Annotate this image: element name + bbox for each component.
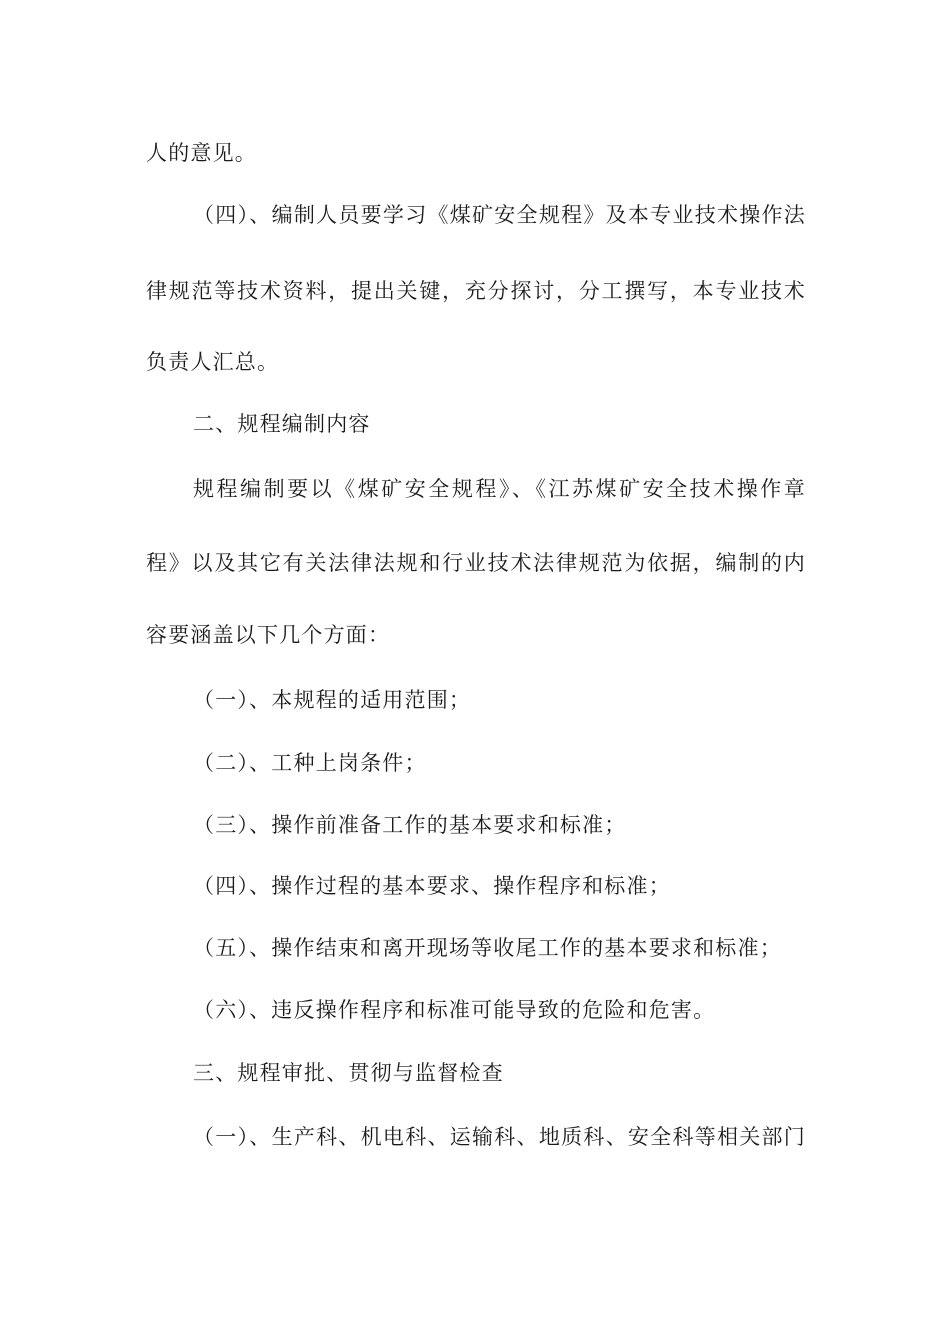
- list-item: （一）、生产科、机电科、运输科、地质科、安全科等相关部门: [193, 1125, 806, 1149]
- list-item: （五）、操作结束和离开现场等收尾工作的基本要求和标准；: [193, 936, 782, 960]
- list-item: （四）、操作过程的基本要求、操作程序和标准；: [193, 874, 671, 898]
- paragraph-line: 容要涵盖以下几个方面：: [146, 623, 391, 647]
- paragraph-line: 人的意见。: [146, 141, 257, 165]
- list-item: （三）、操作前准备工作的基本要求和标准；: [193, 813, 627, 837]
- list-item: （六）、违反操作程序和标准可能导致的危险和危害。: [193, 998, 716, 1022]
- section-heading: 三、规程审批、贯彻与监督检查: [193, 1061, 504, 1085]
- paragraph-line: 规程编制要以《煤矿安全规程》、《江苏煤矿安全技术操作章: [193, 477, 806, 501]
- list-item: （二）、工种上岗条件；: [193, 751, 427, 775]
- paragraph-line: （四）、编制人员要学习《煤矿安全规程》及本专业技术操作法: [193, 203, 806, 227]
- section-heading: 二、规程编制内容: [193, 412, 371, 436]
- list-item: （一）、本规程的适用范围；: [193, 688, 472, 712]
- paragraph-line: 律规范等技术资料，提出关键，充分探讨，分工撰写，本专业技术: [146, 279, 806, 303]
- paragraph-line: 程》以及其它有关法律法规和行业技术法律规范为依据，编制的内: [146, 551, 806, 575]
- paragraph-line: 负责人汇总。: [146, 350, 280, 374]
